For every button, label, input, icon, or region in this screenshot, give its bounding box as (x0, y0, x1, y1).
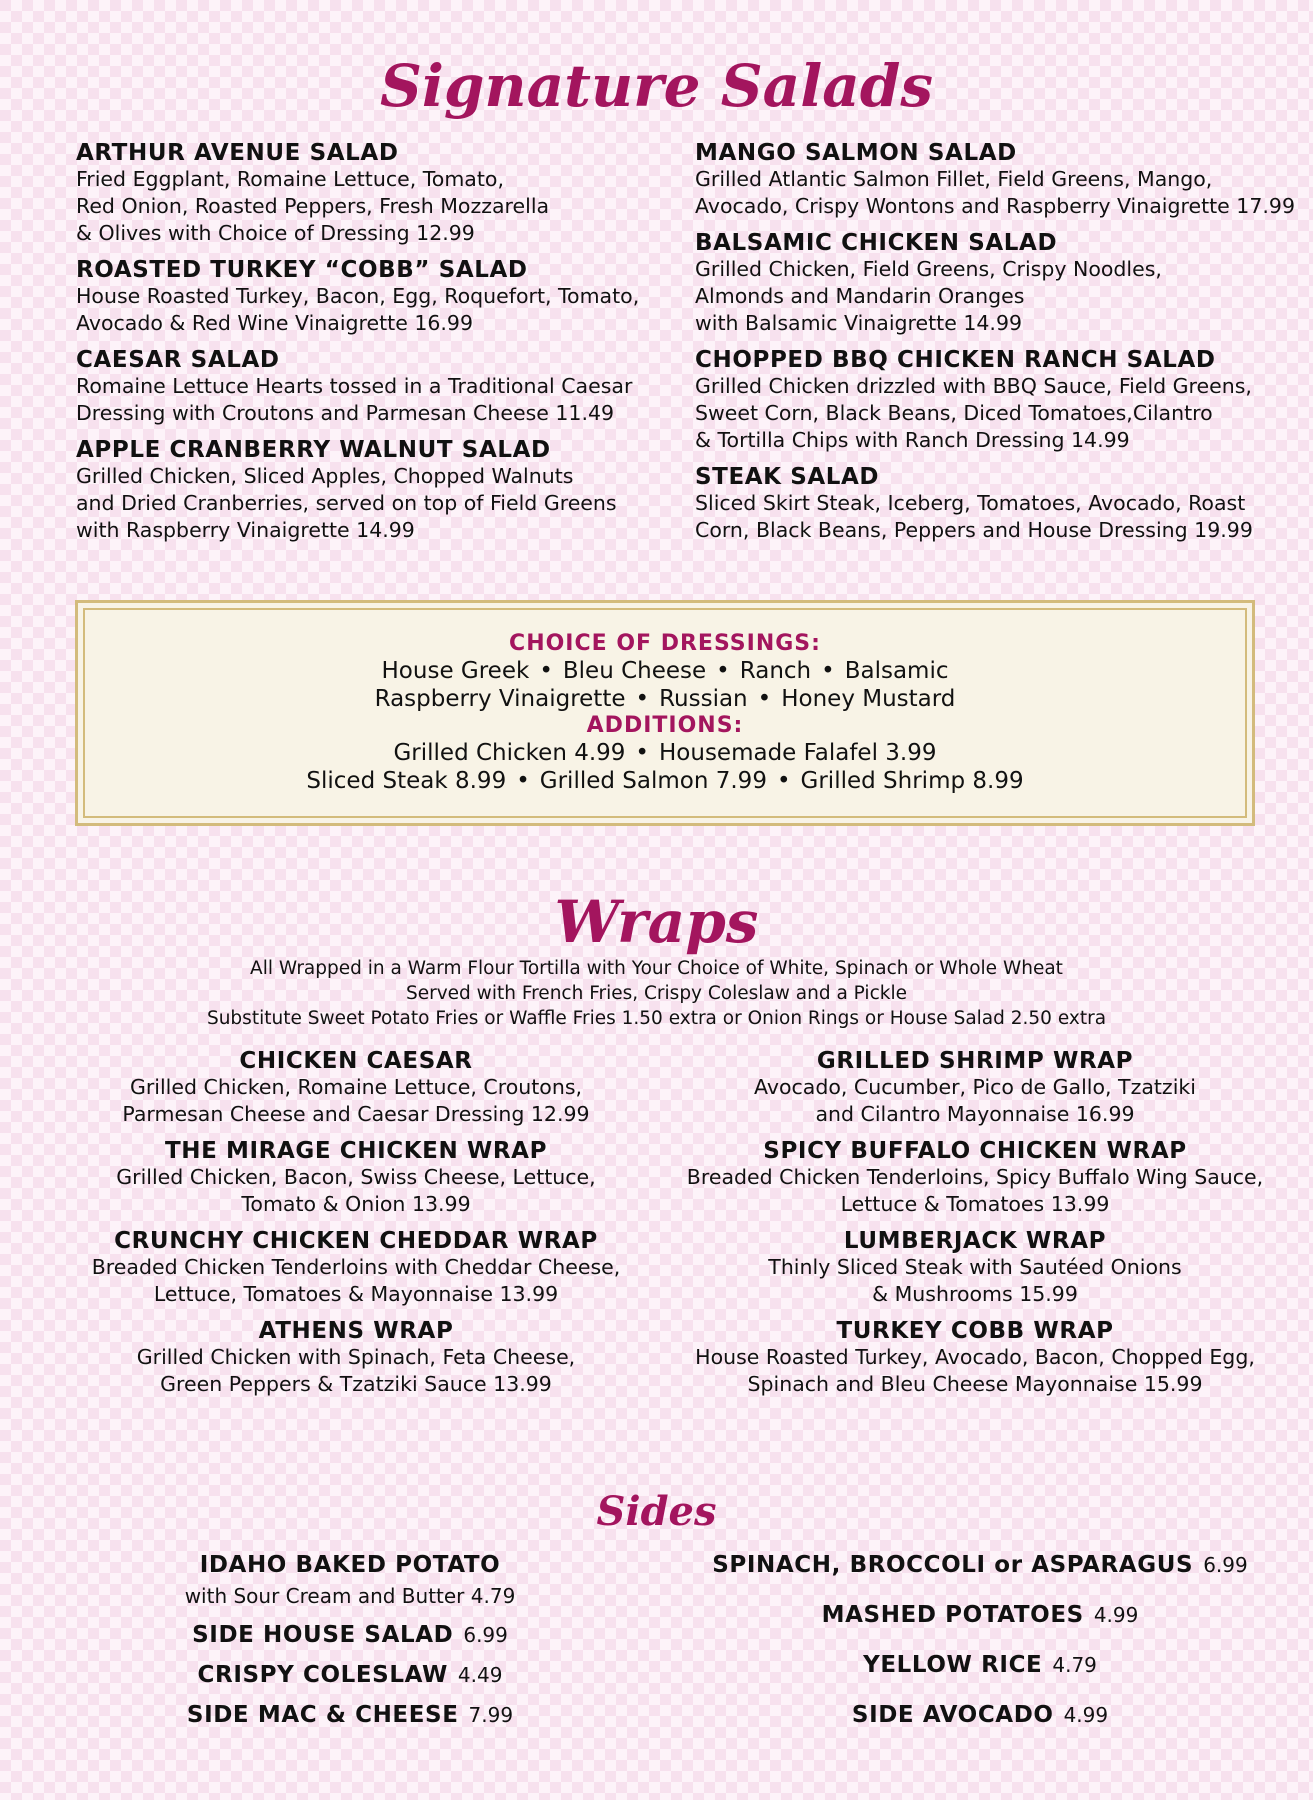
menu-item-name: CHICKEN CAESAR (239, 1048, 473, 1074)
menu-item-description (680, 1254, 1270, 1308)
option-text: Raspberry Vinaigrette (374, 686, 626, 712)
dressings-row-1 (78, 657, 1252, 685)
side-item-name: SIDE HOUSE SALAD (192, 1622, 454, 1648)
menu-item-name: ROASTED TURKEY “COBB” SALAD (76, 257, 528, 283)
menu-item-description (695, 373, 1295, 454)
description-line: Tomato & Onion 13.99 (241, 1192, 471, 1216)
option-text: Russian (659, 686, 748, 712)
menu-item (66, 1318, 646, 1398)
side-item-name: IDAHO BAKED POTATO (199, 1552, 501, 1578)
menu-item-description (66, 1074, 646, 1128)
side-item-name: SIDE AVOCADO (851, 1702, 1054, 1728)
bullet-separator: • (757, 686, 772, 712)
description-line: & Tortilla Chips with Ranch Dressing 14.99 (695, 428, 1130, 452)
menu-item-name: CHOPPED BBQ CHICKEN RANCH SALAD (695, 347, 1216, 373)
menu-item-description (680, 1344, 1270, 1398)
description-line: Spinach and Bleu Cheese Mayonnaise 15.99 (747, 1372, 1203, 1396)
side-item-name: SIDE MAC & CHEESE (186, 1702, 459, 1728)
menu-item (680, 1318, 1270, 1398)
side-item-detail: with Sour Cream and Butter 4.79 (184, 1584, 516, 1608)
side-item (90, 1662, 610, 1688)
description-line: Lettuce, Tomatoes & Mayonnaise 13.99 (153, 1282, 559, 1306)
option-text: Bleu Cheese (562, 658, 707, 684)
description-line: with Balsamic Vinaigrette 14.99 (695, 311, 1023, 335)
option-text: Ranch (739, 658, 812, 684)
sides-heading: Sides (596, 1488, 717, 1535)
description-line: Grilled Chicken, Field Greens, Crispy Noodles, (695, 257, 1162, 281)
menu-item (66, 1048, 646, 1128)
description-line: Grilled Chicken drizzled with BBQ Sauce, Field Greens, (695, 374, 1252, 398)
menu-item-name: TURKEY COBB WRAP (836, 1318, 1114, 1344)
side-item-price: 4.99 (1063, 1703, 1109, 1727)
description-line: and Dried Cranberries, served on top of Field Greens (76, 491, 617, 515)
menu-item (695, 230, 1295, 337)
side-item-name: SPINACH, BROCCOLI or ASPARAGUS (712, 1552, 1194, 1578)
menu-item-description (76, 463, 676, 544)
menu-item-description (680, 1164, 1270, 1218)
side-item-name: YELLOW RICE (863, 1652, 1043, 1678)
description-line: Red Onion, Roasted Peppers, Fresh Mozzarella (76, 194, 550, 218)
side-item-price: 7.99 (468, 1703, 514, 1727)
menu-item (680, 1138, 1270, 1218)
description-line: Sweet Corn, Black Beans, Diced Tomatoes,Cilantro (695, 401, 1213, 425)
menu-item (66, 1228, 646, 1308)
salads-right-column (695, 140, 1295, 554)
option-text: Grilled Salmon 7.99 (539, 768, 767, 794)
menu-item (695, 464, 1295, 544)
description-line: Thinly Sliced Steak with Sautéed Onions (768, 1255, 1182, 1279)
side-item (90, 1622, 610, 1648)
menu-item-description (76, 373, 676, 427)
menu-item-description (695, 166, 1295, 220)
menu-item-name: BALSAMIC CHICKEN SALAD (695, 230, 1058, 256)
additions-row-1 (78, 739, 1252, 767)
menu-item-description (680, 1074, 1270, 1128)
bullet-separator: • (821, 658, 835, 684)
menu-item-name: CAESAR SALAD (76, 347, 280, 373)
description-line: Avocado & Red Wine Vinaigrette 16.99 (76, 311, 474, 335)
menu-item (76, 257, 676, 337)
description-line: Parmesan Cheese and Caesar Dressing 12.99 (122, 1102, 590, 1126)
description-line: Green Peppers & Tzatziki Sauce 13.99 (160, 1372, 552, 1396)
menu-item-description (66, 1164, 646, 1218)
side-item (690, 1552, 1270, 1578)
bullet-separator: • (716, 658, 730, 684)
menu-item-name: ATHENS WRAP (258, 1318, 454, 1344)
menu-item-description (76, 166, 676, 247)
side-item (90, 1702, 610, 1728)
bullet-separator: • (776, 768, 791, 794)
option-text: Grilled Shrimp 8.99 (800, 768, 1024, 794)
side-item (690, 1702, 1270, 1728)
salads-left-column (76, 140, 676, 554)
menu-item (695, 347, 1295, 454)
wraps-heading: Wraps (554, 888, 759, 956)
description-line: Breaded Chicken Tenderloins with Cheddar Cheese, (91, 1255, 621, 1279)
description-line: Grilled Chicken, Sliced Apples, Chopped Walnuts (76, 464, 574, 488)
description-line: House Roasted Turkey, Avocado, Bacon, Chopped Egg, (695, 1345, 1255, 1369)
menu-item-name: STEAK SALAD (695, 464, 880, 490)
description-line: & Olives with Choice of Dressing 12.99 (76, 221, 475, 245)
description-line: with Raspberry Vinaigrette 14.99 (76, 518, 415, 542)
description-line: House Roasted Turkey, Bacon, Egg, Roquefort, Tomato, (76, 284, 640, 308)
bullet-separator: • (635, 740, 649, 766)
side-item-name: CRISPY COLESLAW (197, 1662, 448, 1688)
side-item-price: 4.99 (1093, 1603, 1139, 1627)
side-item-price: 4.79 (1052, 1653, 1097, 1677)
wraps-right-column (680, 1048, 1270, 1408)
additions-row-2 (78, 767, 1252, 795)
description-line: Grilled Atlantic Salmon Fillet, Field Greens, Mango, (695, 167, 1213, 191)
description-line: Almonds and Mandarin Oranges (695, 284, 1025, 308)
option-text: Housemade Falafel 3.99 (659, 740, 937, 766)
menu-item-name: SPICY BUFFALO CHICKEN WRAP (763, 1138, 1187, 1164)
description-line: Sliced Skirt Steak, Iceberg, Tomatoes, Avocado, Roast (695, 491, 1246, 515)
description-line: Grilled Chicken, Bacon, Swiss Cheese, Lettuce, (116, 1165, 596, 1189)
menu-item (680, 1228, 1270, 1308)
description-line: Breaded Chicken Tenderloins, Spicy Buffalo Wing Sauce, (686, 1165, 1264, 1189)
wraps-intro (0, 956, 1313, 1031)
side-item-name: MASHED POTATOES (821, 1602, 1084, 1628)
wraps-intro-line: Served with French Fries, Crispy Coleslaw and a Pickle (406, 983, 907, 1004)
description-line: Romaine Lettuce Hearts tossed in a Traditional Caesar (76, 374, 633, 398)
menu-item-name: LUMBERJACK WRAP (843, 1228, 1107, 1254)
signature-salads-heading: Signature Salads (379, 52, 934, 120)
option-text: Sliced Steak 8.99 (306, 768, 507, 794)
wraps-intro-line: Substitute Sweet Potato Fries or Waffle Fries 1.50 extra or Onion Rings or House Salad 2.50 extra (206, 1008, 1107, 1029)
menu-item-name: ARTHUR AVENUE SALAD (76, 140, 399, 166)
dressings-additions-box (75, 600, 1255, 826)
bullet-separator: • (539, 658, 553, 684)
option-text: Honey Mustard (781, 686, 956, 712)
wraps-left-column (66, 1048, 646, 1408)
menu-item-name: THE MIRAGE CHICKEN WRAP (164, 1138, 548, 1164)
description-line: Lettuce & Tomatoes 13.99 (840, 1192, 1110, 1216)
menu-item-description (66, 1344, 646, 1398)
menu-item-description (76, 283, 676, 337)
menu-item (66, 1138, 646, 1218)
menu-item (695, 140, 1295, 220)
wraps-intro-line: All Wrapped in a Warm Flour Tortilla with Your Choice of White, Spinach or Whole Wheat (250, 958, 1063, 979)
side-item (90, 1552, 610, 1608)
menu-item-name: CRUNCHY CHICKEN CHEDDAR WRAP (114, 1228, 598, 1254)
dressings-label: CHOICE OF DRESSINGS: (509, 631, 821, 656)
side-item (690, 1652, 1270, 1678)
description-line: Grilled Chicken with Spinach, Feta Cheese, (136, 1345, 576, 1369)
option-text: House Greek (381, 658, 530, 684)
menu-item (76, 437, 676, 544)
description-line: Dressing with Croutons and Parmesan Cheese 11.49 (76, 401, 615, 425)
dressings-row-2 (78, 685, 1252, 713)
option-text: Balsamic (844, 658, 949, 684)
bullet-separator: • (516, 768, 530, 794)
description-line: and Cilantro Mayonnaise 16.99 (815, 1102, 1135, 1126)
menu-item (76, 347, 676, 427)
side-item-price: 6.99 (463, 1623, 508, 1647)
menu-item-description (695, 490, 1295, 544)
description-line: Grilled Chicken, Romaine Lettuce, Croutons, (129, 1075, 583, 1099)
description-line: Fried Eggplant, Romaine Lettuce, Tomato, (76, 167, 504, 191)
description-line: Avocado, Crispy Wontons and Raspberry Vinaigrette 17.99 (695, 194, 1295, 218)
side-item-price: 4.49 (457, 1663, 503, 1687)
menu-item-name: MANGO SALMON SALAD (695, 140, 1017, 166)
menu-item-description (695, 256, 1295, 337)
description-line: Avocado, Cucumber, Pico de Gallo, Tzatziki (754, 1075, 1196, 1099)
description-line: Corn, Black Beans, Peppers and House Dressing 19.99 (695, 518, 1253, 542)
sides-left-column (90, 1552, 610, 1728)
menu-item-name: APPLE CRANBERRY WALNUT SALAD (76, 437, 551, 463)
side-item (690, 1602, 1270, 1628)
description-line: & Mushrooms 15.99 (872, 1282, 1078, 1306)
menu-item (680, 1048, 1270, 1128)
additions-label: ADDITIONS: (586, 713, 744, 738)
menu-item-description (66, 1254, 646, 1308)
bullet-separator: • (635, 686, 650, 712)
side-item-price: 6.99 (1203, 1553, 1248, 1577)
sides-right-column (690, 1552, 1270, 1728)
menu-item-name: GRILLED SHRIMP WRAP (816, 1048, 1134, 1074)
menu-item (76, 140, 676, 247)
option-text: Grilled Chicken 4.99 (393, 740, 626, 766)
